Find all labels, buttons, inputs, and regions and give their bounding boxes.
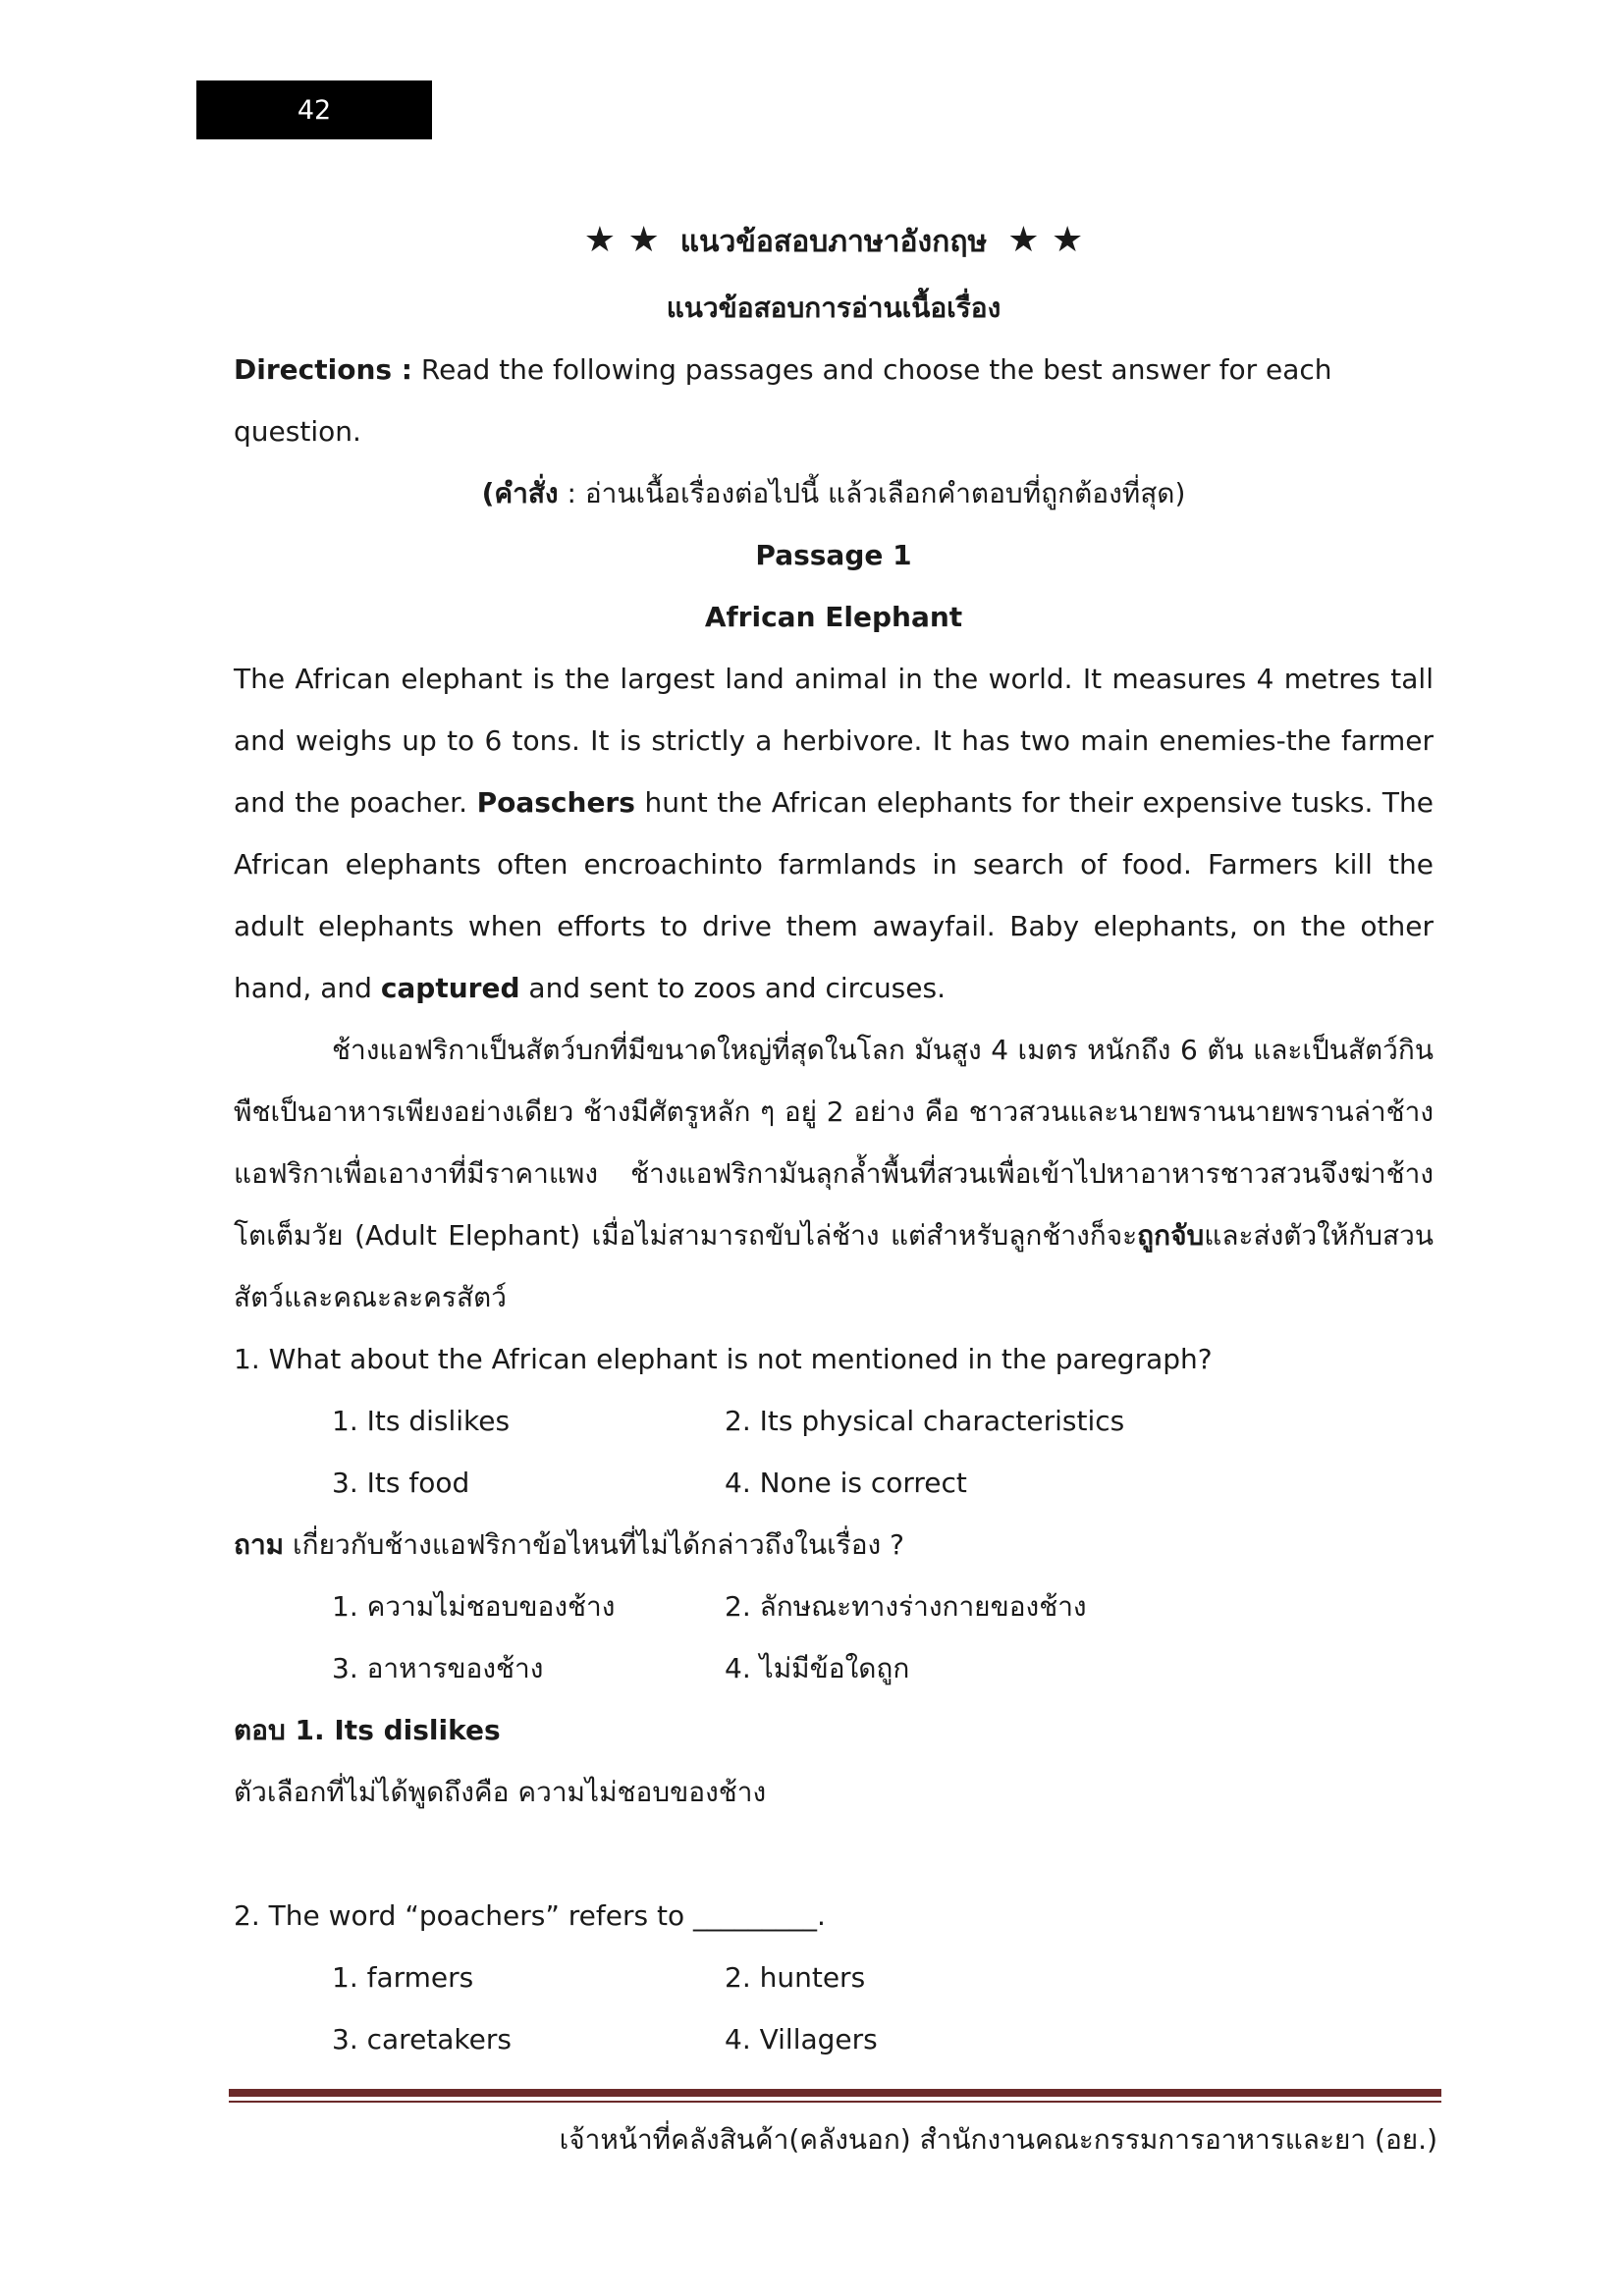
directions-thai-label: (คำสั่ง — [481, 477, 559, 509]
option: 1. ความไม่ชอบของช้าง — [332, 1590, 616, 1623]
question-1-options — [234, 1390, 1434, 1514]
question-1-answer: ตอบ 1. Its dislikes — [234, 1714, 501, 1746]
passage-english — [234, 648, 1434, 1019]
passage-th-bold: ถูกจับ — [1137, 1219, 1205, 1252]
option: 1. farmers — [332, 1961, 474, 1994]
spacer — [234, 1823, 1434, 1885]
question-1-thai-label: ถาม — [234, 1528, 285, 1561]
option: 4. ไม่มีข้อใดถูก — [725, 1652, 910, 1684]
star-icon: ★ ★ — [583, 220, 660, 260]
passage-en-part3: and sent to zoos and circuses. — [528, 972, 946, 1004]
option: 4. None is correct — [725, 1467, 967, 1499]
page-number-box — [196, 80, 432, 139]
passage-en-part1: The African elephant is the largest land animal in the world. It measures 4 metres tall and weighs up to 6 tons. It is strictly a herbivore. It has two main enemies-the farmer and the poacher. — [234, 663, 1434, 819]
main-title-text: แนวข้อสอบภาษาอังกฤษ — [679, 225, 988, 259]
passage-th-part1: ช้างแอฟริกาเป็นสัตว์บกที่มีขนาดใหญ่ที่สุดในโลก มันสูง 4 เมตร หนักถึง 6 ตัน และเป็นสัตว์กินพืชเป็นอาหารเพียงอย่างเดียว ช้างมีศัตรูหลัก ๆ อยู่ 2 อย่าง คือ ชาวสวนและนายพรานนายพรานล่าช้างแอฟริกาเพื่อเอางาที่มีราคาแพง ช้างแอฟริกามันลุกล้ำพื้นที่สวนเพื่อเข้าไปหาอาหารชาวสวนจึงฆ่าช้างโตเต็มวัย (Adult Elephant) เมื่อไม่สามารถขับไล่ช้าง แต่สำหรับลูกช้างก็จะ — [234, 1034, 1434, 1252]
page-number: 42 — [297, 94, 332, 126]
question-1: 1. What about the African elephant is not mentioned in the paregraph? — [234, 1343, 1213, 1375]
passage-en-bold2: captured — [380, 972, 520, 1004]
option: 2. ลักษณะทางร่างกายของช้าง — [725, 1590, 1087, 1623]
option: 2. Its physical characteristics — [725, 1405, 1125, 1437]
passage-thai — [234, 1019, 1434, 1328]
option: 3. อาหารของช้าง — [332, 1652, 544, 1684]
passage-en-bold1: Poaschers — [476, 786, 635, 819]
directions-label: Directions : — [234, 353, 412, 386]
question-2: 2. The word “poachers” refers to _________. — [234, 1899, 826, 1932]
directions — [234, 339, 1434, 462]
option: 4. Villagers — [725, 2023, 878, 2056]
option: 2. hunters — [725, 1961, 866, 1994]
option: 3. Its food — [332, 1467, 470, 1499]
question-1-thai — [234, 1514, 1434, 1575]
footer-rule-thin — [229, 2101, 1441, 2103]
directions-text: Read the following passages and choose the best answer for each question. — [234, 353, 1332, 448]
passage-title: African Elephant — [704, 601, 963, 633]
passage-en-part2: hunt the African elephants for their expensive tusks. The African elephants often encroachinto farmlands in search of food. Farmers kill the adult elephants when efforts to drive them awayfail. Baby elephants, on the other hand, and — [234, 786, 1435, 1004]
question-1-thai-options — [234, 1575, 1434, 1699]
footer-text: เจ้าหน้าที่คลังสินค้า(คลังนอก) สำนักงานคณะกรรมการอาหารและยา (อย.) — [559, 2123, 1437, 2156]
question-2-options — [234, 1947, 1434, 2070]
question-1-thai-text: เกี่ยวกับช้างแอฟริกาข้อไหนที่ไม่ได้กล่าวถึงในเรื่อง ? — [293, 1528, 904, 1561]
main-title — [234, 206, 1434, 277]
footer-rule — [229, 2089, 1441, 2097]
passage-th-part2: และส่งตัวให้กับสวนสัตว์และคณะละครสัตว์ — [234, 1219, 1434, 1313]
option: 1. Its dislikes — [332, 1405, 511, 1437]
document-body — [234, 206, 1434, 2070]
passage-label: Passage 1 — [755, 539, 912, 571]
directions-thai-text: : อ่านเนื้อเรื่องต่อไปนี้ แล้วเลือกคำตอบที่ถูกต้องที่สุด) — [567, 477, 1186, 509]
directions-thai — [234, 462, 1434, 524]
star-icon: ★ ★ — [1007, 220, 1084, 260]
subtitle: แนวข้อสอบการอ่านเนื้อเรื่อง — [666, 292, 1001, 324]
question-1-explanation: ตัวเลือกที่ไม่ได้พูดถึงคือ ความไม่ชอบของช้าง — [234, 1776, 767, 1808]
option: 3. caretakers — [332, 2023, 512, 2056]
